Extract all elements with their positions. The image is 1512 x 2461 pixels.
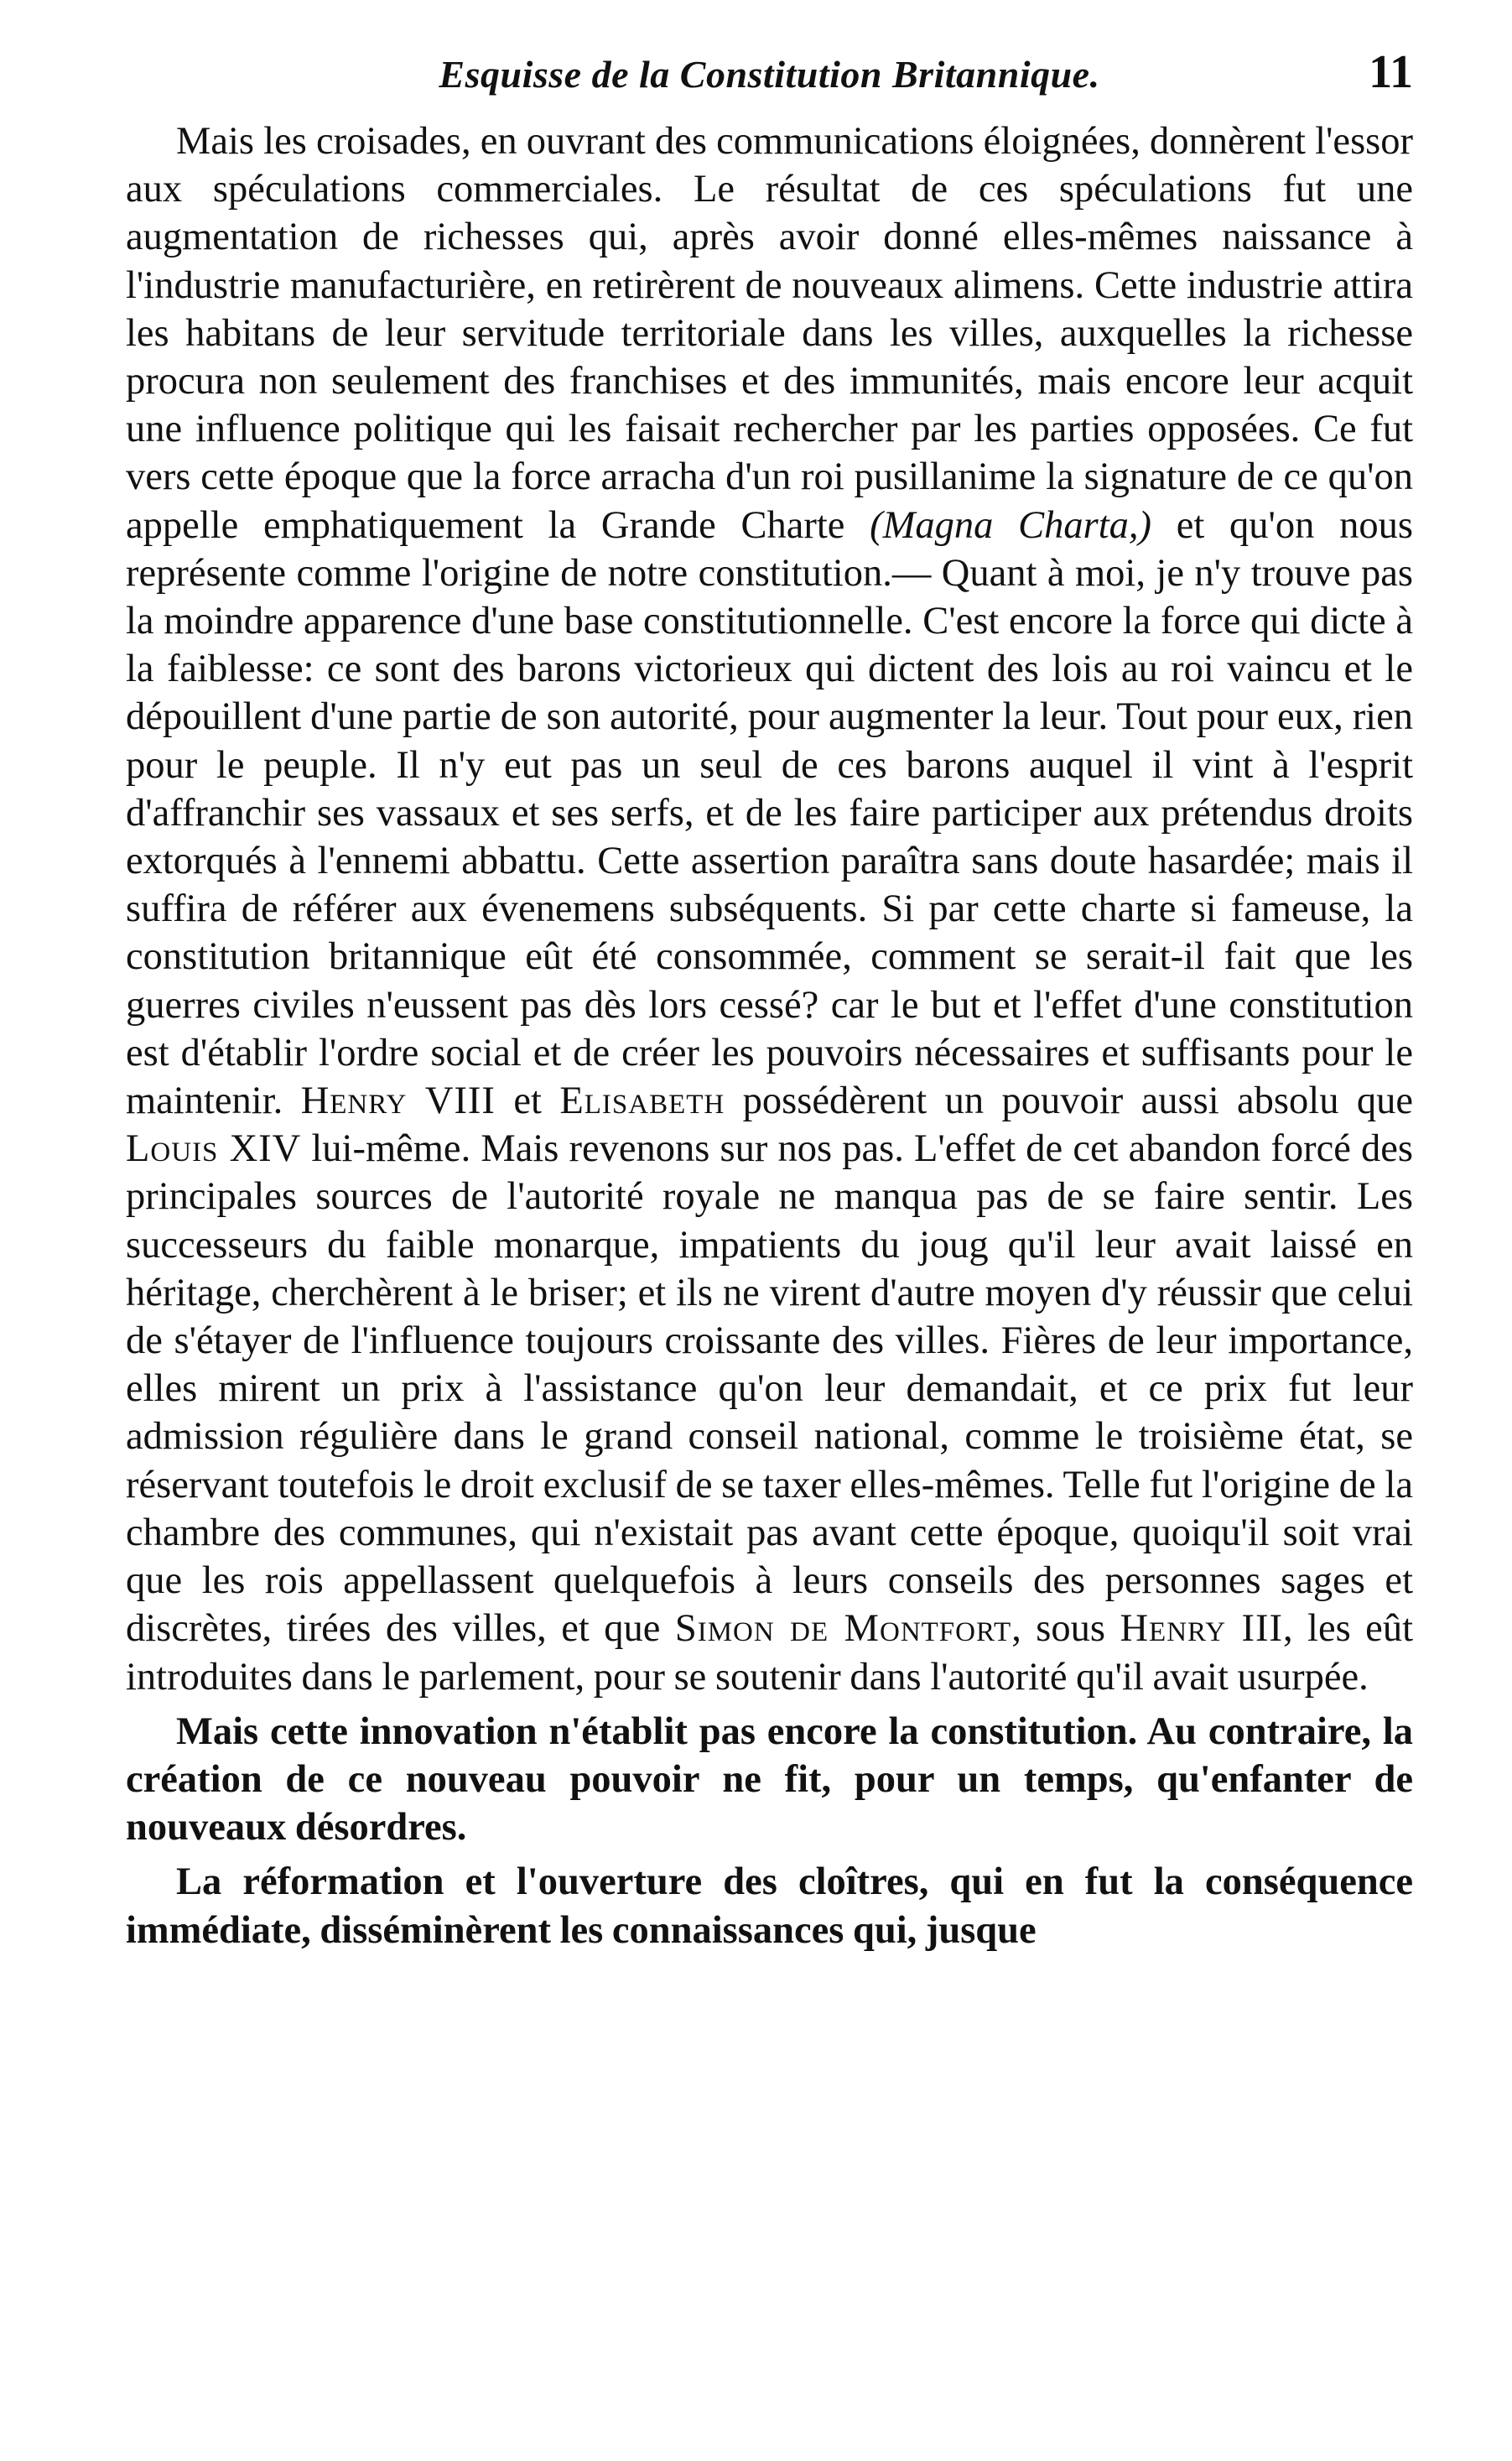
page-number: 11 <box>1369 46 1413 98</box>
text-segment: lui-même. Mais revenons sur nos pas. L'effet de cet abandon forcé des principales sources de l'autorité royale ne manqua pas de se faire sentir. Les successeurs du faible monarque, impatients du joug qu'il leur avait laissé en héritage, cherchèrent à le briser; et ils ne virent d'autre moyen d'y réussir que celui de s'étayer de l'influence toujours croissante des villes. Fières de leur importance, elles mirent un prix à l'assistance qu'on leur demandait, et ce prix fut leur admission régulière dans le grand conseil national, comme le troisième état, se réservant toutefois le droit exclusif de se taxer elles-mêmes. Telle fut l'origine de la chambre des communes, qui n'existait pas avant cette époque, quoiqu'il soit vrai que les rois appellassent quelquefois à leurs conseils des personnes sages et discrètes, tirées des villes, et que <box>126 1127 1413 1651</box>
name-elisabeth: Elisabeth <box>559 1080 725 1123</box>
text-segment: et qu'on nous représente comme l'origine de notre constitution.— Quant à moi, je n'y trouve pas la moindre apparence d'une base constitutionnelle. C'est encore la force qui dicte à la faiblesse: ce sont des barons victorieux qui dictent des lois au roi vaincu et le dépouillent d'une partie de son autorité, pour augmenter la leur. Tout pour eux, rien pour le peuple. Il n'y eut pas un seul de ces barons auquel il vint à l'esprit d'affranchir ses vassaux et ses serfs, et de les faire participer aux prétendus droits extorqués à l'ennemi abbattu. Cette assertion paraîtra sans doute hasardée; mais il suffira de référer aux évenemens subséquents. Si par cette charte si fameuse, la constitution britannique eût été consommée, comment se serait-il fait que les guerres civiles n'eussent pas dès lors cessé? car le but et l'effet d'une constitution est d'établir l'ordre social et de créer les pouvoirs nécessaires et suffisants pour le maintenir. <box>126 503 1413 1123</box>
running-title: Esquisse de la Constitution Britannique. <box>439 53 1100 96</box>
text-segment-italic: (Magna Charta,) <box>870 503 1151 547</box>
paragraph-croisades <box>126 117 1413 1701</box>
text-segment: Mais cette innovation n'établit pas encore la constitution. Au contraire, la création de ce nouveau pouvoir ne fit, pour un temps, qu'enfanter de nouveaux désordres. <box>126 1709 1413 1850</box>
page-header <box>126 34 1413 109</box>
text-segment: , les eût introduites dans le parlement, pour se soutenir dans l'autorité qu'il avait usurpée. <box>126 1607 1413 1699</box>
name-henry-iii: Henry III <box>1120 1607 1283 1651</box>
text-segment: possédèrent un pouvoir aussi absolu que <box>725 1080 1414 1123</box>
name-henry-viii: Henry VIII <box>300 1080 496 1123</box>
paragraph-reformation <box>126 1858 1413 1954</box>
book-page <box>126 34 1413 2432</box>
name-simon-de-montfort: Simon de Montfort <box>674 1607 1012 1651</box>
text-segment: et <box>495 1080 560 1123</box>
name-louis-xiv: Louis XIV <box>126 1127 302 1171</box>
text-segment: , sous <box>1011 1607 1120 1651</box>
paragraph-innovation <box>126 1708 1413 1852</box>
body-text <box>126 117 1413 1954</box>
text-segment: Mais les croisades, en ouvrant des communications éloignées, donnèrent l'essor aux spéculations commerciales. Le résultat de ces spéculations fut une augmentation de richesses qui, après avoir donné elles-mêmes naissance à l'industrie manufacturière, en retirèrent de nouveaux alimens. Cette industrie attira les habitans de leur servitude territoriale dans les villes, auxquelles la richesse procura non seulement des franchises et des immunités, mais encore leur acquit une influence politique qui les faisait rechercher par les parties opposées. Ce fut vers cette époque que la force arracha d'un roi pusillanime la signature de ce qu'on appelle emphatiquement la Grande Charte <box>126 120 1413 547</box>
text-segment: La réformation et l'ouverture des cloîtres, qui en fut la conséquence immédiate, disséminèrent les connaissances qui, jusque <box>126 1860 1413 1952</box>
